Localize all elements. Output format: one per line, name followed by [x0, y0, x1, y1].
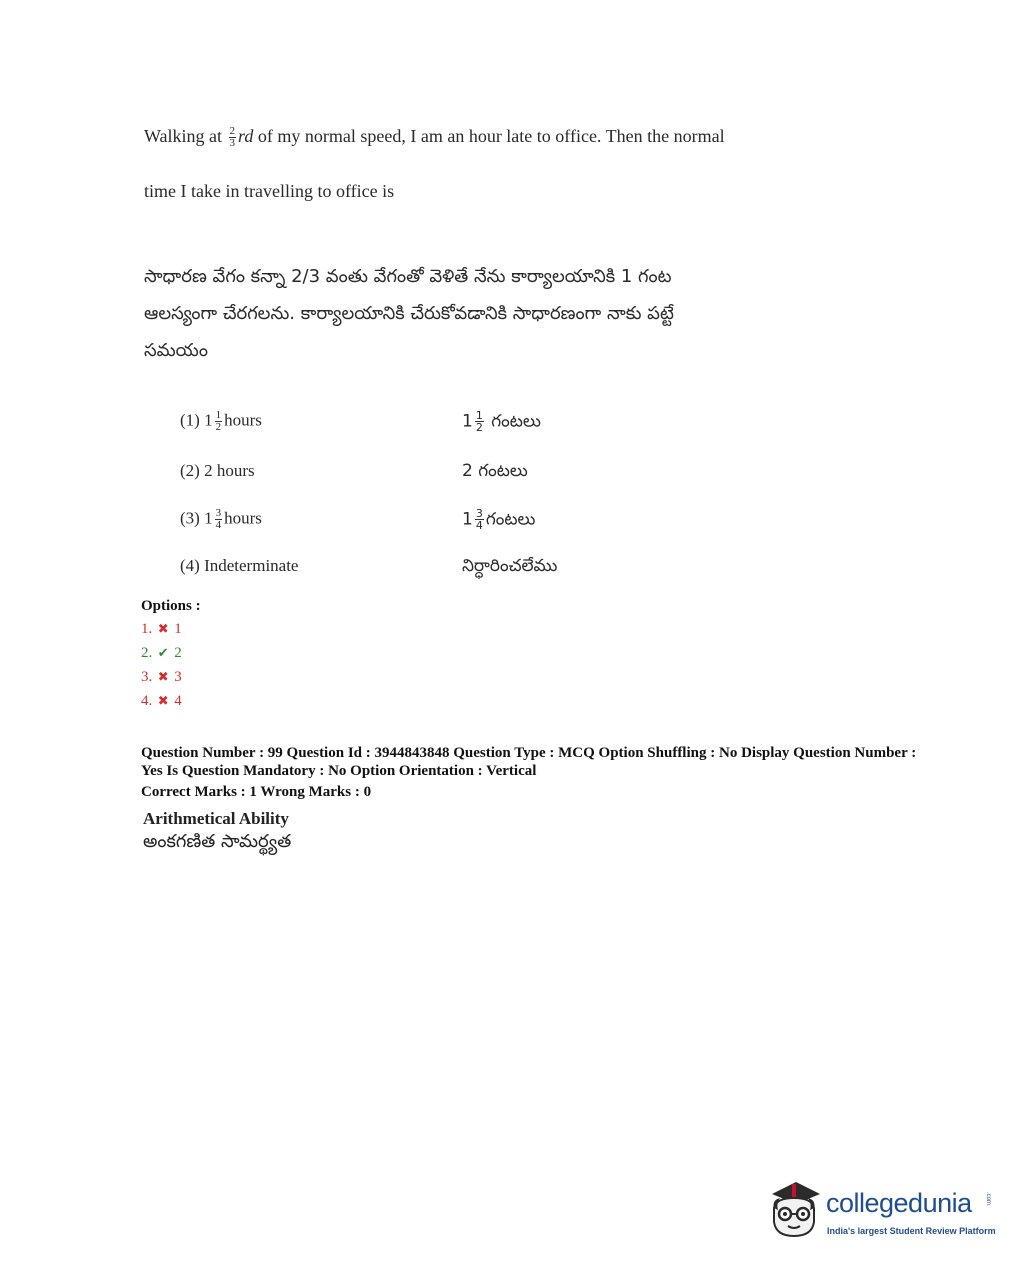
fraction-numerator: 3	[215, 507, 222, 519]
option-item-1	[141, 621, 182, 638]
option-item-2	[141, 645, 182, 662]
graduate-face-icon	[766, 1178, 822, 1240]
cross-icon: ✖	[157, 669, 169, 684]
fraction-two-thirds	[229, 126, 237, 149]
fraction-numerator: 2	[229, 125, 236, 138]
question-en-line1	[144, 126, 725, 149]
fraction-denominator: 4	[475, 519, 483, 532]
fraction-denominator: 2	[215, 421, 222, 433]
option-number: 3.	[141, 669, 153, 685]
choice-whole: 1	[462, 411, 473, 432]
option-number: 4.	[141, 693, 153, 709]
choice-3-te	[462, 508, 535, 534]
fraction-numerator: 1	[215, 409, 222, 421]
option-value: 1	[174, 621, 182, 637]
fraction-denominator: 2	[475, 421, 483, 434]
choice-fraction	[475, 410, 484, 433]
choice-whole: 1	[204, 410, 213, 430]
choice-label: (3)	[180, 508, 200, 528]
question-te-line2: ఆలస్యంగా చేరగలను. కార్యాలయానికి చేరుకోవడానికి సాధారణంగా నాకు పట్టే	[144, 303, 674, 324]
section-title-en: Arithmetical Ability	[143, 809, 289, 828]
question-en-post: of my normal speed, I am an hour late to office. Then the normal	[257, 126, 725, 146]
collegedunia-logo	[766, 1176, 996, 1248]
choice-whole: 1	[462, 509, 473, 530]
choice-whole: 1	[204, 508, 213, 528]
logo-wordmark: collegedunia	[826, 1188, 972, 1218]
choice-label: (4)	[180, 556, 200, 575]
choice-3-en	[180, 508, 262, 531]
choice-2-te: 2 గంటలు	[462, 461, 528, 481]
check-icon: ✔	[157, 645, 169, 660]
choice-1-en	[180, 410, 262, 433]
options-title: Options :	[141, 598, 201, 614]
choice-4-te: నిర్ధారించలేము	[462, 556, 558, 576]
question-en-pre: Walking at	[144, 126, 223, 146]
question-en-line2: time I take in travelling to office is	[144, 181, 395, 201]
choice-text: గంటలు	[491, 411, 541, 432]
choice-text: hours	[224, 410, 262, 430]
question-meta: Question Number : 99 Question Id : 3944843848 Question Type : MCQ Option Shuffling : No Display Question Number : Yes Is Question Mandatory : No Option Orientation : Vertical	[141, 745, 917, 779]
cross-icon: ✖	[157, 621, 169, 636]
logo-domain: .com	[985, 1192, 991, 1206]
option-value: 2	[174, 645, 182, 661]
fraction-denominator: 3	[229, 137, 236, 150]
cross-icon: ✖	[157, 693, 169, 708]
choice-text: hours	[224, 508, 262, 528]
question-te-line3: సమయం	[144, 340, 208, 361]
choice-text: 2 hours	[204, 461, 255, 480]
choice-label: (1)	[180, 410, 200, 430]
option-value: 4	[174, 693, 182, 709]
choice-fraction	[475, 508, 484, 531]
fraction-numerator: 1	[475, 409, 483, 422]
question-marks: Correct Marks : 1 Wrong Marks : 0	[141, 784, 372, 800]
option-value: 3	[174, 669, 182, 685]
question-te-line1: సాధారణ వేగం కన్నా 2/3 వంతు వేగంతో వెళితే నేను కార్యాలయానికి 1 గంట	[144, 266, 672, 287]
fraction-numerator: 3	[475, 507, 483, 520]
choice-fraction	[215, 410, 223, 433]
section-title-te: అంకగణిత సామర్థ్యత	[143, 831, 292, 852]
option-item-3	[141, 669, 182, 686]
logo-tagline: India's largest Student Review Platform	[827, 1226, 996, 1236]
option-number: 2.	[141, 645, 153, 661]
choice-text: Indeterminate	[204, 556, 299, 575]
fraction-suffix: rd	[238, 126, 254, 146]
fraction-denominator: 4	[215, 519, 222, 531]
choice-label: (2)	[180, 461, 200, 480]
choice-1-te	[462, 410, 541, 436]
choice-2-en	[180, 461, 255, 481]
choice-text: గంటలు	[485, 509, 536, 530]
choice-4-en	[180, 556, 298, 576]
choice-fraction	[215, 508, 223, 531]
option-item-4	[141, 693, 182, 710]
option-number: 1.	[141, 621, 153, 637]
